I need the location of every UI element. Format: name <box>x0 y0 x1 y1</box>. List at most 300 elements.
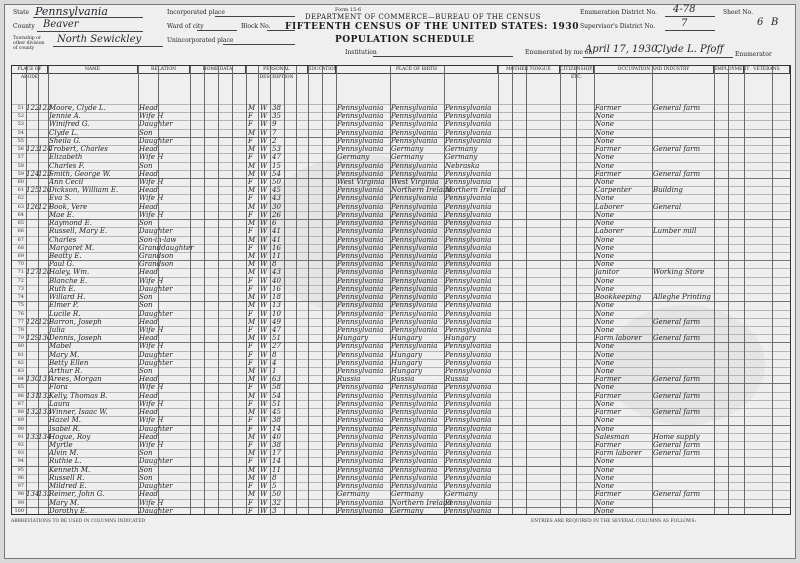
column-rule <box>390 66 391 514</box>
mother-birthplace: Pennsylvania <box>445 449 492 458</box>
father-birthplace: Pennsylvania <box>391 342 438 351</box>
age: 14 <box>272 457 281 466</box>
relationship: Wife H <box>139 194 164 203</box>
sheet-label: Sheet No. <box>723 9 754 16</box>
occupation: None <box>595 506 614 515</box>
relationship: Head <box>139 145 158 154</box>
mother-birthplace: Pennsylvania <box>445 194 492 203</box>
birthplace: Pennsylvania <box>337 457 384 466</box>
age: 54 <box>272 391 281 400</box>
mother-birthplace: Pennsylvania <box>445 383 492 392</box>
mother-birthplace: Pennsylvania <box>445 342 492 351</box>
relationship: Daughter <box>139 136 173 145</box>
schedule-title: POPULATION SCHEDULE <box>335 35 475 45</box>
industry: General farm <box>653 375 701 384</box>
person-name: Russell R. <box>49 473 85 482</box>
person-name: Winifred G. <box>49 120 90 129</box>
column-rule <box>308 66 309 514</box>
father-birthplace: Hungary <box>391 367 423 376</box>
sex: M <box>248 268 256 277</box>
sex: F <box>248 325 253 334</box>
father-birthplace: Pennsylvania <box>391 227 438 236</box>
footer-abbreviations: ABBREVIATIONS TO BE USED IN COLUMNS INDICATED <box>11 519 146 524</box>
mother-birthplace: Pennsylvania <box>445 104 492 112</box>
sex: F <box>248 243 253 252</box>
sex: M <box>248 235 256 244</box>
age: 35 <box>272 112 281 121</box>
line-number: 83 <box>17 368 24 375</box>
column-rule <box>258 66 259 514</box>
sex: M <box>248 317 256 326</box>
age: 27 <box>272 342 281 351</box>
line-number: 96 <box>17 474 24 481</box>
line-number: 54 <box>17 129 24 136</box>
age: 16 <box>272 284 281 293</box>
line-number: 52 <box>17 113 24 120</box>
industry: General farm <box>653 441 701 450</box>
dwelling-number: 128 <box>26 317 40 326</box>
age: 45 <box>272 186 281 195</box>
column-rule <box>26 66 27 514</box>
mother-birthplace: Pennsylvania <box>445 424 492 433</box>
relationship: Wife H <box>139 383 164 392</box>
line-number: 66 <box>17 228 24 235</box>
line-number: 85 <box>17 384 24 391</box>
line-number: 55 <box>17 137 24 144</box>
relationship: Daughter <box>139 482 173 491</box>
race: W <box>260 391 268 400</box>
column-rule <box>284 66 285 514</box>
sex: F <box>248 457 253 466</box>
line-number: 78 <box>17 326 24 333</box>
age: 7 <box>272 128 277 137</box>
father-birthplace: Pennsylvania <box>391 120 438 129</box>
father-birthplace: Northern Ireland <box>391 186 452 195</box>
line-number: 87 <box>17 400 24 407</box>
person-name: Ann Cecil <box>49 177 84 186</box>
relationship: Wife H <box>139 276 164 285</box>
occupation: None <box>595 251 614 260</box>
occupation: None <box>595 120 614 129</box>
line-number: 77 <box>17 318 24 325</box>
father-birthplace: Germany <box>391 506 424 515</box>
relationship: Son <box>139 219 153 228</box>
mother-birthplace: Pennsylvania <box>445 408 492 417</box>
relationship: Wife H <box>139 153 164 162</box>
person-name: Russell, Mary E. <box>49 227 108 236</box>
person-name: Barron, Joseph <box>49 317 102 326</box>
enumerator-label: Enumerator <box>735 51 772 58</box>
age: 2 <box>272 136 277 145</box>
enumerated-date: April 17, 1930, <box>585 44 661 55</box>
person-name: Margaret M. <box>49 243 95 252</box>
sex: F <box>248 424 253 433</box>
age: 13 <box>272 301 281 310</box>
occupation: Janitor <box>595 268 620 277</box>
father-birthplace: Pennsylvania <box>391 210 438 219</box>
township-label: Township or other division of county <box>13 36 45 51</box>
column-rule <box>204 66 205 514</box>
race: W <box>260 490 268 499</box>
mother-birthplace: Pennsylvania <box>445 136 492 145</box>
relationship: Head <box>139 375 158 384</box>
person-name: Blanche E. <box>49 276 88 285</box>
person-name: Ruthie L. <box>49 457 82 466</box>
line-number: 56 <box>17 146 24 153</box>
occupation: None <box>595 367 614 376</box>
person-name: Mabel <box>49 342 72 351</box>
father-birthplace: Pennsylvania <box>391 251 438 260</box>
birthplace: Pennsylvania <box>337 383 384 392</box>
father-birthplace: Pennsylvania <box>391 235 438 244</box>
line-number: 89 <box>17 417 24 424</box>
supervisor-value: 7 <box>681 18 688 29</box>
sex: M <box>248 490 256 499</box>
industry: General <box>653 202 682 211</box>
mother-birthplace: Pennsylvania <box>445 128 492 137</box>
line-number: 100 <box>14 507 24 514</box>
relationship: Daughter <box>139 457 173 466</box>
line-number: 57 <box>17 154 24 161</box>
birthplace: Pennsylvania <box>337 424 384 433</box>
occupation: None <box>595 399 614 408</box>
race: W <box>260 268 268 277</box>
column-rule <box>560 66 561 514</box>
father-birthplace: Pennsylvania <box>391 128 438 137</box>
race: W <box>260 251 268 260</box>
column-rule <box>232 66 233 514</box>
occupation: None <box>595 301 614 310</box>
mother-birthplace: Pennsylvania <box>445 202 492 211</box>
age: 5 <box>272 482 277 491</box>
sex: F <box>248 383 253 392</box>
industry: General farm <box>653 408 701 417</box>
mother-birthplace: Hungary <box>445 334 477 343</box>
sex: M <box>248 391 256 400</box>
occupation: None <box>595 194 614 203</box>
sex: M <box>248 260 256 269</box>
occupation: None <box>595 457 614 466</box>
relationship: Grandson <box>139 260 174 269</box>
person-name: Haley, Wm. <box>49 268 90 277</box>
birthplace: Pennsylvania <box>337 342 384 351</box>
father-birthplace: Pennsylvania <box>391 219 438 228</box>
race: W <box>260 120 268 129</box>
race: W <box>260 383 268 392</box>
occupation: None <box>595 465 614 474</box>
industry: General farm <box>653 449 701 458</box>
line-number: 97 <box>17 483 24 490</box>
person-name: Kelly, Thomas B. <box>49 391 108 400</box>
race: W <box>260 317 268 326</box>
mother-birthplace: Pennsylvania <box>445 251 492 260</box>
sex: F <box>248 227 253 236</box>
father-birthplace: Pennsylvania <box>391 424 438 433</box>
census-title: FIFTEENTH CENSUS OF THE UNITED STATES: 1930 <box>285 22 580 32</box>
sex: F <box>248 309 253 318</box>
father-birthplace: Hungary <box>391 350 423 359</box>
relationship: Wife H <box>139 416 164 425</box>
column-rule <box>336 66 337 514</box>
person-name: Willard H. <box>49 293 86 302</box>
mother-birthplace: Pennsylvania <box>445 358 492 367</box>
birthplace: Pennsylvania <box>337 128 384 137</box>
person-name: Trobert, Charles <box>49 145 108 154</box>
line-number: 90 <box>17 425 24 432</box>
sex: M <box>248 408 256 417</box>
age: 1 <box>272 367 277 376</box>
father-birthplace: Pennsylvania <box>391 301 438 310</box>
father-birthplace: Pennsylvania <box>391 202 438 211</box>
column-rule <box>526 66 527 514</box>
occupation: Farmer <box>595 408 622 417</box>
state-label: State <box>13 9 30 16</box>
mother-birthplace: Pennsylvania <box>445 432 492 441</box>
person-name: Eva S. <box>49 194 72 203</box>
race: W <box>260 449 268 458</box>
relationship: Son <box>139 301 153 310</box>
occupation: Carpenter <box>595 186 632 195</box>
race: W <box>260 498 268 507</box>
footer-instructions: ENTRIES ARE REQUIRED IN THE SEVERAL COLUMNS AS FOLLOWS: <box>531 519 697 524</box>
dwelling-number: 129 <box>26 334 40 343</box>
mother-birthplace: Pennsylvania <box>445 309 492 318</box>
mother-birthplace: Pennsylvania <box>445 367 492 376</box>
race: W <box>260 424 268 433</box>
relationship: Daughter <box>139 358 173 367</box>
mother-birthplace: Pennsylvania <box>445 219 492 228</box>
father-birthplace: Pennsylvania <box>391 416 438 425</box>
person-name: Raymond E. <box>49 219 92 228</box>
relationship: Wife H <box>139 498 164 507</box>
sex: M <box>248 367 256 376</box>
birthplace: Pennsylvania <box>337 473 384 482</box>
occupation: None <box>595 416 614 425</box>
age: 32 <box>272 498 281 507</box>
family-number: 135 <box>38 490 52 499</box>
person-name: Arees, Morgan <box>49 375 102 384</box>
age: 63 <box>272 375 281 384</box>
column-rule <box>652 66 653 514</box>
race: W <box>260 227 268 236</box>
birthplace: Pennsylvania <box>337 219 384 228</box>
occupation: Laborer <box>595 202 624 211</box>
birthplace: Pennsylvania <box>337 268 384 277</box>
column-rule <box>38 66 39 514</box>
dwelling-number: 122 <box>26 104 40 112</box>
mother-birthplace: Pennsylvania <box>445 276 492 285</box>
industry: General farm <box>653 391 701 400</box>
race: W <box>260 276 268 285</box>
dwelling-number: 126 <box>26 202 40 211</box>
occupation: None <box>595 136 614 145</box>
father-birthplace: Pennsylvania <box>391 482 438 491</box>
enumeration-district-value: 4-78 <box>673 4 696 15</box>
mother-birthplace: Pennsylvania <box>445 506 492 515</box>
age: 40 <box>272 432 281 441</box>
relationship: Head <box>139 317 158 326</box>
sheet-side-value: B <box>771 17 779 28</box>
relationship: Son <box>139 293 153 302</box>
person-name: Mary M. <box>49 350 80 359</box>
birthplace: Pennsylvania <box>337 227 384 236</box>
industry: Lumber mill <box>653 227 697 236</box>
mother-birthplace: Pennsylvania <box>445 177 492 186</box>
father-birthplace: Pennsylvania <box>391 317 438 326</box>
sex: M <box>248 473 256 482</box>
line-number: 61 <box>17 187 24 194</box>
supervisor-label: Supervisor's District No. <box>580 23 656 30</box>
race: W <box>260 136 268 145</box>
mother-birthplace: Germany <box>445 153 478 162</box>
incorporated-label: Incorporated place <box>167 9 225 16</box>
race: W <box>260 284 268 293</box>
age: 53 <box>272 145 281 154</box>
line-number: 92 <box>17 442 24 449</box>
birthplace: Hungary <box>337 334 369 343</box>
sheet-value: 6 <box>757 17 764 28</box>
mother-birthplace: Pennsylvania <box>445 498 492 507</box>
birthplace: Germany <box>337 490 370 499</box>
line-number: 53 <box>17 121 24 128</box>
birthplace: Pennsylvania <box>337 465 384 474</box>
group-header: CITIZENSHIP, ETC. <box>560 67 593 80</box>
age: 8 <box>272 473 277 482</box>
relationship: Head <box>139 268 158 277</box>
race: W <box>260 169 268 178</box>
sex: F <box>248 153 253 162</box>
column-rule <box>270 66 271 514</box>
mother-birthplace: Pennsylvania <box>445 416 492 425</box>
race: W <box>260 260 268 269</box>
group-header: RELATION <box>138 66 190 74</box>
unincorporated-label: Unincorporated place <box>167 37 234 44</box>
sex: M <box>248 169 256 178</box>
sex: M <box>248 104 256 112</box>
mother-birthplace: Pennsylvania <box>445 227 492 236</box>
sex: F <box>248 416 253 425</box>
family-number: 129 <box>38 317 52 326</box>
group-header: VETERANS <box>744 66 790 74</box>
birthplace: Pennsylvania <box>337 235 384 244</box>
race: W <box>260 186 268 195</box>
relationship: Head <box>139 169 158 178</box>
relationship: Daughter <box>139 506 173 515</box>
family-number: 128 <box>38 268 52 277</box>
line-number: 60 <box>17 178 24 185</box>
relationship: Wife H <box>139 342 164 351</box>
sex: F <box>248 112 253 121</box>
sex: M <box>248 145 256 154</box>
race: W <box>260 104 268 112</box>
father-birthplace: Pennsylvania <box>391 276 438 285</box>
father-birthplace: Pennsylvania <box>391 284 438 293</box>
dwelling-number: 123 <box>26 145 40 154</box>
mother-birthplace: Pennsylvania <box>445 169 492 178</box>
relationship: Head <box>139 408 158 417</box>
occupation: Farmer <box>595 490 622 499</box>
age: 11 <box>272 251 281 260</box>
person-name: Mae E. <box>49 210 75 219</box>
line-number: 72 <box>17 277 24 284</box>
ward-label: Ward of city <box>167 23 204 30</box>
person-name: Book, Vere <box>49 202 88 211</box>
person-name: Arthur R. <box>49 367 83 376</box>
column-rule <box>576 66 577 514</box>
birthplace: West Virginia <box>337 177 385 186</box>
birthplace: Pennsylvania <box>337 441 384 450</box>
family-number: 127 <box>38 202 52 211</box>
sex: F <box>248 194 253 203</box>
line-number: 93 <box>17 450 24 457</box>
block-label: Block No. <box>241 23 271 30</box>
occupation: None <box>595 473 614 482</box>
father-birthplace: Pennsylvania <box>391 399 438 408</box>
sex: M <box>248 186 256 195</box>
mother-birthplace: Pennsylvania <box>445 235 492 244</box>
birthplace: Pennsylvania <box>337 161 384 170</box>
enumerated-label: Enumerated by me on <box>525 49 593 56</box>
relationship: Head <box>139 104 158 112</box>
occupation: None <box>595 243 614 252</box>
line-number: 70 <box>17 261 24 268</box>
father-birthplace: Pennsylvania <box>391 408 438 417</box>
industry: General farm <box>653 169 701 178</box>
race: W <box>260 375 268 384</box>
dwelling-number: 127 <box>26 268 40 277</box>
occupation: None <box>595 358 614 367</box>
birthplace: Pennsylvania <box>337 358 384 367</box>
father-birthplace: Pennsylvania <box>391 104 438 112</box>
birthplace: Pennsylvania <box>337 284 384 293</box>
birthplace: Pennsylvania <box>337 186 384 195</box>
occupation: None <box>595 235 614 244</box>
column-rule <box>296 66 297 514</box>
person-name: Mildred E. <box>49 482 87 491</box>
father-birthplace: West Virginia <box>391 177 439 186</box>
person-name: Clyde L. <box>49 128 79 137</box>
sex: F <box>248 210 253 219</box>
person-name: Dickson, William E. <box>49 186 119 195</box>
relationship: Son <box>139 161 153 170</box>
mother-birthplace: Pennsylvania <box>445 268 492 277</box>
birthplace: Germany <box>337 153 370 162</box>
race: W <box>260 432 268 441</box>
age: 4 <box>272 358 277 367</box>
sex: F <box>248 482 253 491</box>
industry: Building <box>653 186 683 195</box>
occupation: None <box>595 325 614 334</box>
sex: F <box>248 358 253 367</box>
occupation: None <box>595 210 614 219</box>
mother-birthplace: Pennsylvania <box>445 210 492 219</box>
relationship: Granddaughter <box>139 243 194 252</box>
occupation: None <box>595 153 614 162</box>
person-name: Hogue, Roy <box>49 432 91 441</box>
relationship: Wife H <box>139 112 164 121</box>
occupation: None <box>595 309 614 318</box>
sex: F <box>248 177 253 186</box>
sex: F <box>248 284 253 293</box>
birthplace: Pennsylvania <box>337 243 384 252</box>
mother-birthplace: Pennsylvania <box>445 317 492 326</box>
group-header: NAME <box>48 66 138 74</box>
family-number: 130 <box>38 334 52 343</box>
race: W <box>260 465 268 474</box>
race: W <box>260 399 268 408</box>
family-number: 125 <box>38 169 52 178</box>
birthplace: Pennsylvania <box>337 169 384 178</box>
